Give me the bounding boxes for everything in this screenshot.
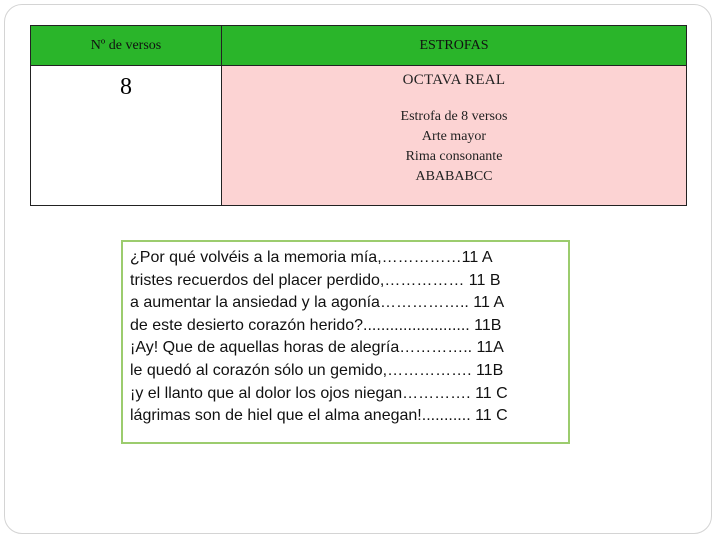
- poem-line: ¿Por qué volvéis a la memoria mía,……………11 A: [130, 249, 493, 266]
- poem-line: tristes recuerdos del placer perdido,…………… 11 B: [130, 271, 501, 289]
- verse-table: [30, 25, 687, 206]
- poem-box: [121, 240, 570, 444]
- stanza-description: [222, 66, 687, 206]
- stanza-detail: Rima consonante: [405, 149, 503, 164]
- header-stanzas: ESTROFAS: [222, 26, 687, 66]
- stanza-title: OCTAVA REAL: [402, 72, 506, 88]
- stanza-detail: Arte mayor: [421, 129, 487, 144]
- poem-line: lágrimas son de hiel que el alma anegan!........... 11 C: [130, 407, 508, 425]
- header-verse-count: Nº de versos: [31, 26, 222, 66]
- verse-count-value: 8: [31, 66, 222, 206]
- poem-line: le quedó al corazón sólo un gemido,……………. 11B: [130, 361, 504, 379]
- table-header-row: [31, 26, 687, 66]
- table-row: [31, 66, 687, 206]
- poem-line: de este desierto corazón herido?........................ 11B: [130, 316, 502, 334]
- stanza-detail: ABABABCC: [415, 169, 493, 184]
- poem-line: ¡y el llanto que al dolor los ojos niegan…………. 11 C: [130, 384, 508, 402]
- poem-line: a aumentar la ansiedad y la agonía…………….. 11 A: [130, 294, 505, 312]
- poem-line: ¡Ay! Que de aquellas horas de alegría………….. 11A: [130, 339, 504, 357]
- stanza-detail: Estrofa de 8 versos: [400, 109, 508, 124]
